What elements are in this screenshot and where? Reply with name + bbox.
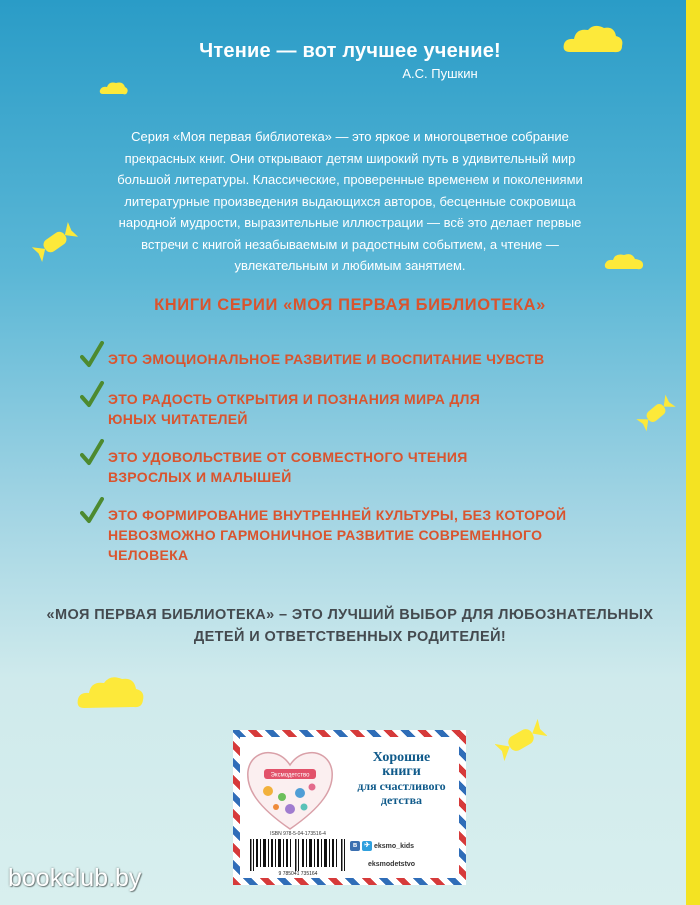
series-heading: КНИГИ СЕРИИ «МОЯ ПЕРВАЯ БИБЛИОТЕКА» [154, 296, 546, 314]
benefit-text: ЭТО ЭМОЦИОНАЛЬНОЕ РАЗВИТИЕ И ВОСПИТАНИЕ ЧУВСТВ [108, 351, 545, 367]
watermark: bookclub.by [8, 864, 142, 892]
slogan-line: детства [380, 793, 423, 807]
benefit-item [80, 447, 640, 487]
publisher-card [233, 730, 466, 885]
quote-text: Чтение — вот лучшее учение! [199, 40, 501, 62]
checkmark-icon [80, 439, 104, 467]
barcode-number: 9 785041 735164 [278, 871, 318, 877]
vk-icon: в [350, 841, 360, 851]
barcode-icon [250, 839, 346, 871]
publisher-slogan [344, 751, 459, 807]
slogan-line: для счастливого [357, 779, 446, 793]
isbn-text: ISBN 978-5-04-173516-4 [270, 831, 326, 837]
candy-icon [32, 218, 78, 266]
cloud-icon [604, 251, 646, 271]
benefit-text: ЭТО РАДОСТЬ ОТКРЫТИЯ И ПОЗНАНИЯ МИРА ДЛЯ ЮНЫХ ЧИТАТЕЛЕЙ [108, 391, 481, 427]
candy-icon [636, 393, 676, 433]
telegram-icon: ✈ [362, 841, 372, 851]
cloud-icon [76, 672, 146, 712]
checkmark-icon [80, 341, 104, 369]
closing-statement: «МОЯ ПЕРВАЯ БИБЛИОТЕКА» – ЭТО ЛУЧШИЙ ВЫБОР ДЛЯ ЛЮБОЗНАТЕЛЬНЫХ ДЕТЕЙ И ОТВЕТСТВЕННЫХ РОДИТЕЛЕЙ! [46, 607, 654, 645]
yellow-side-stripe [686, 0, 700, 905]
slogan-line: книги [382, 764, 421, 779]
quote-author: А.С. Пушкин [402, 66, 478, 81]
benefit-item [80, 349, 640, 369]
social-handle [350, 841, 414, 851]
cloud-icon [99, 80, 129, 96]
logo-lettering: Эксмодетство [270, 772, 310, 779]
benefit-item [80, 389, 640, 429]
benefit-item [80, 505, 640, 565]
candy-icon [495, 716, 547, 764]
social-handle-text: eksmo_kids [374, 842, 415, 850]
benefit-text: ЭТО УДОВОЛЬСТВИЕ ОТ СОВМЕСТНОГО ЧТЕНИЯ ВЗРОСЛЫХ И МАЛЫШЕЙ [108, 449, 468, 485]
slogan-line: Хорошие [372, 750, 431, 765]
publisher-site: eksmodetstvo [368, 861, 416, 868]
series-description: Серия «Моя первая библиотека» — это яркое и многоцветное собрание прекрасных книг. Они открывают детям широкий путь в удивительный мир большой литературы. Классические, проверенные временем и поколениями литературные произведения выдающихся авторов, бесценные сокровища народной мудрости, выразительные иллюстрации — всё это делает первые встречи с книгой незабываемым и радостным событием, а чтение — увлекательным и любимым занятием. [117, 129, 583, 273]
benefit-text: ЭТО ФОРМИРОВАНИЕ ВНУТРЕННЕЙ КУЛЬТУРЫ, БЕЗ КОТОРОЙ НЕВОЗМОЖНО ГАРМОНИЧНОЕ РАЗВИТИЕ СОВРЕМЕННОГО ЧЕЛОВЕКА [108, 507, 567, 563]
checkmark-icon [80, 381, 104, 409]
checkmark-icon [80, 497, 104, 525]
heart-logo-icon [244, 747, 336, 833]
